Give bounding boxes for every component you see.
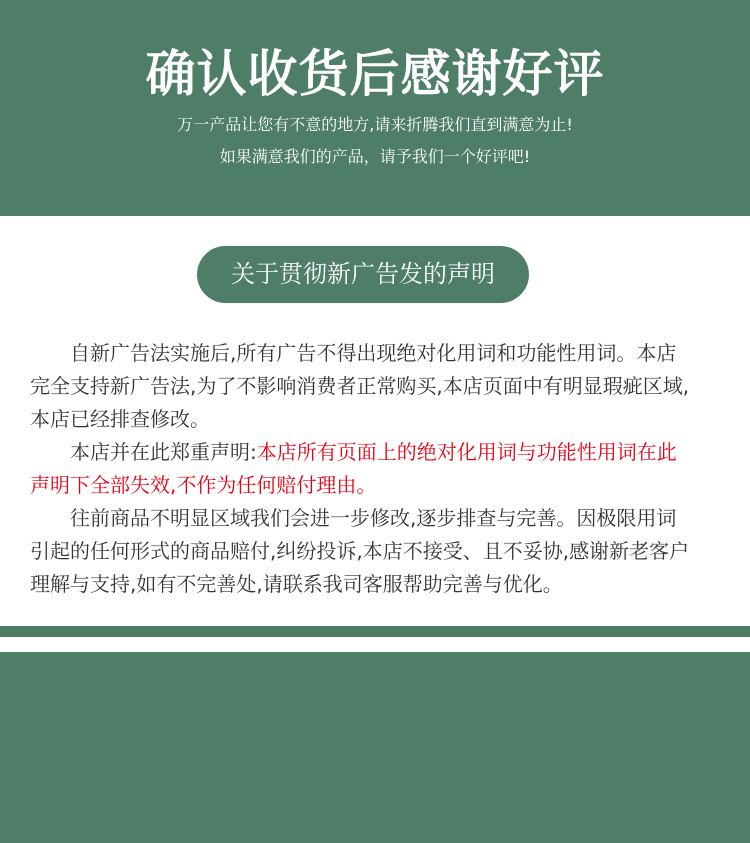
header-subtitle-line2: 如果满意我们的产品，请予我们一个好评吧! xyxy=(219,147,531,166)
header-banner xyxy=(0,0,750,216)
header-subtitle-line1: 万一产品让您有不意的地方,请来折腾我们直到满意为止! xyxy=(177,115,573,134)
notice-body xyxy=(30,337,694,601)
notice-paragraph-2 xyxy=(30,436,694,502)
notice-paragraph-2-lead: 本店并在此郑重声明: xyxy=(70,440,257,464)
notice-paragraph-2-highlight: 本店所有页面上的绝对化用词与功能性用词在此声明下全部失效,不作为任何赔付理由。 xyxy=(30,440,677,497)
page-title: 确认收货后感谢好评 xyxy=(145,45,605,103)
divider-band xyxy=(0,626,750,637)
notice-paragraph-1: 自新广告法实施后,所有广告不得出现绝对化用词和功能性用词。本店完全支持新广告法,为了不影响消费者正常购买,本店页面中有明显瑕疵区域,本店已经排查修改。 xyxy=(30,341,690,431)
notice-heading-pill: 关于贯彻新广告发的声明 xyxy=(197,246,529,303)
notice-paragraph-3: 往前商品不明显区域我们会进一步修改,逐步排查与完善。因极限用词引起的任何形式的商品赔付,纠纷投诉,本店不接受、且不妥协,感谢新老客户理解与支持,如有不完善处,请联系我司客服帮助完善与优化。 xyxy=(30,506,690,596)
footer-green-block xyxy=(0,652,750,843)
